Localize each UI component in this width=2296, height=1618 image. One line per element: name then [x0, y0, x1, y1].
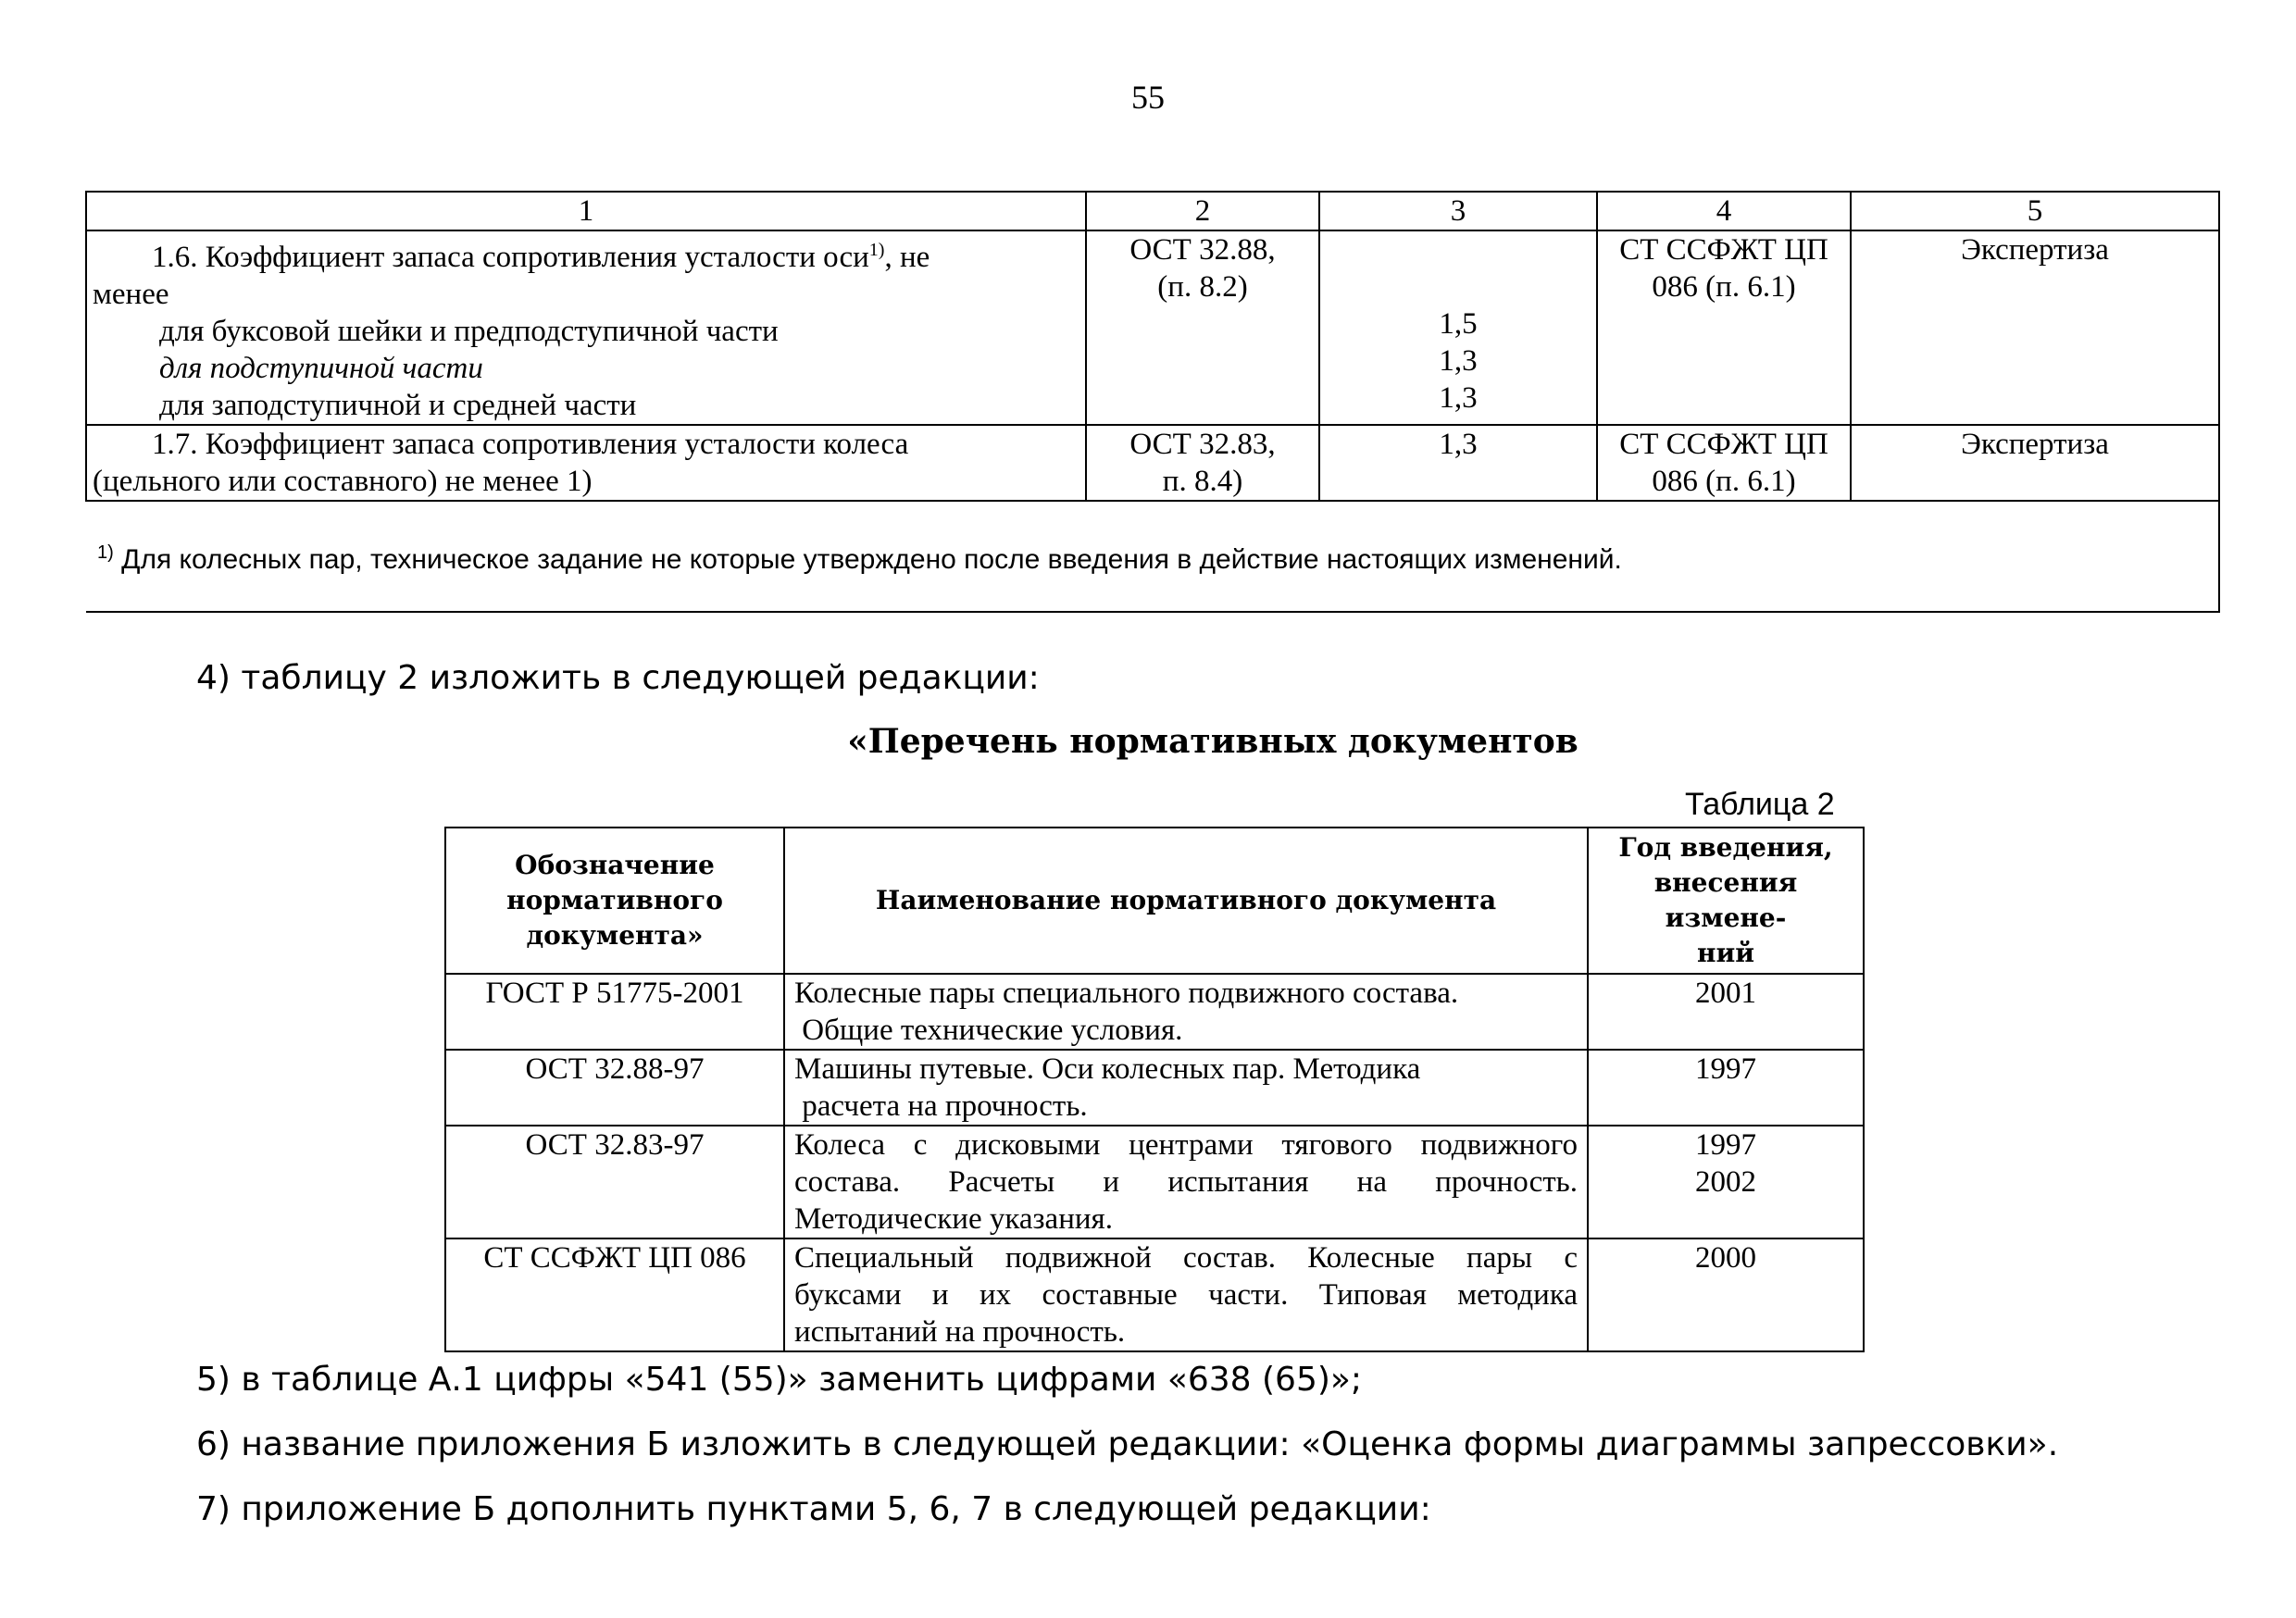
year-line: 1997	[1695, 1052, 1756, 1086]
year-line: 2000	[1695, 1241, 1756, 1275]
doc-name-line: Колесные пары специального подвижного состава.	[794, 977, 1459, 1010]
year-line: 2002	[1695, 1165, 1756, 1199]
doc-name-line: Методические указания.	[794, 1202, 1113, 1236]
table-row	[86, 230, 2219, 425]
footnote-ref: 1)	[868, 240, 885, 260]
row-16-form	[1851, 230, 2219, 425]
row-17-value	[1319, 425, 1597, 501]
row-16-values	[1319, 230, 1597, 425]
doc-name-line: испытаний на прочность.	[794, 1315, 1126, 1349]
doc-name-line: Машины путевые. Оси колесных пар. Методика	[794, 1052, 1421, 1086]
footnote-text: Для колесных пар, техническое задание не которые утверждено после введения в действие настоящих изменений.	[121, 544, 1622, 575]
row-16-title-line2: менее	[93, 278, 169, 311]
row-17-method	[1597, 425, 1851, 501]
row-17-title-line2: (цельного или составного) не менее 1)	[93, 465, 593, 498]
table2-title: «Перечень нормативных документов	[847, 722, 1578, 761]
doc-name-line: расчета на прочность.	[794, 1089, 1088, 1123]
doc-code: СТ ССФЖТ ЦП 086	[445, 1238, 784, 1351]
value-cell: 1,3	[1439, 381, 1478, 415]
table-header-row	[445, 828, 1864, 974]
sub-label: для буксовой шейки и предподступичной части	[159, 315, 779, 348]
row-16-title-line1: 1.6. Коэффициент запаса сопротивления усталости оси	[152, 241, 869, 274]
doc-line: ОСТ 32.83,	[1129, 428, 1276, 461]
doc-year	[1588, 1238, 1864, 1351]
sub-label: для подступичной части	[159, 352, 483, 385]
header-cell: 2	[1086, 192, 1319, 230]
doc-year	[1588, 1126, 1864, 1238]
table-row	[445, 1126, 1864, 1238]
table-row	[445, 1238, 1864, 1351]
row-17-doc	[1086, 425, 1319, 501]
page-number: 55	[1131, 79, 1165, 116]
requirements-table	[85, 191, 2220, 613]
header-year	[1588, 828, 1864, 974]
header-line: документа»	[526, 920, 704, 951]
value-cell: 1,3	[1439, 428, 1478, 461]
paragraph-4: 4) таблицу 2 изложить в следующей редакции:	[196, 659, 1040, 697]
doc-code: ГОСТ Р 51775-2001	[445, 974, 784, 1050]
header-line: Обозначение	[515, 850, 715, 880]
doc-name-line: буксами и их составные части. Типовая методика	[794, 1278, 1578, 1312]
header-line: внесения измене-	[1653, 867, 1798, 933]
footnote-mark: 1)	[97, 542, 114, 563]
doc-code: ОСТ 32.83-97	[445, 1126, 784, 1238]
doc-line: п. 8.4)	[1162, 465, 1243, 498]
footnote	[86, 501, 2219, 612]
table-row	[445, 974, 1864, 1050]
doc-line: (п. 8.2)	[1157, 270, 1248, 304]
row-16-doc	[1086, 230, 1319, 425]
doc-name-line: Колеса с дисковыми центрами тягового подвижного	[794, 1128, 1578, 1162]
header-code	[445, 828, 784, 974]
doc-year	[1588, 1050, 1864, 1126]
header-cell: 1	[86, 192, 1086, 230]
doc-name-line: Специальный подвижной состав. Колесные пары с	[794, 1241, 1578, 1275]
table-header-row	[86, 192, 2219, 230]
form-cell: Экспертиза	[1961, 233, 2109, 267]
header-line: Год введения,	[1618, 832, 1833, 863]
doc-name	[784, 974, 1588, 1050]
doc-code: ОСТ 32.88-97	[445, 1050, 784, 1126]
method-line: 086 (п. 6.1)	[1652, 465, 1796, 498]
header-cell: 3	[1319, 192, 1597, 230]
paragraph-6: 6) название приложения Б изложить в следующей редакции: «Оценка формы диаграммы запрессовки».	[196, 1425, 2059, 1463]
header-cell: 5	[1851, 192, 2219, 230]
doc-name	[784, 1126, 1588, 1238]
table-row	[445, 1050, 1864, 1126]
method-line: СТ ССФЖТ ЦП	[1619, 233, 1828, 267]
doc-name-line: состава. Расчеты и испытания на прочность.	[794, 1165, 1578, 1199]
header-name: Наименование нормативного документа	[784, 828, 1588, 974]
doc-year	[1588, 974, 1864, 1050]
doc-name	[784, 1238, 1588, 1351]
paragraph-5: 5) в таблице А.1 цифры «541 (55)» заменить цифрами «638 (65)»;	[196, 1361, 1363, 1399]
doc-line: ОСТ 32.88,	[1129, 233, 1276, 267]
year-line: 1997	[1695, 1128, 1756, 1162]
sub-label: для заподступичной и средней части	[159, 389, 637, 422]
doc-name-line: Общие технические условия.	[794, 1014, 1183, 1047]
header-line: ний	[1696, 938, 1755, 968]
row-17-title	[86, 425, 1086, 501]
method-line: 086 (п. 6.1)	[1652, 270, 1796, 304]
table2-label: Таблица 2	[1685, 787, 1835, 822]
value-cell: 1,3	[1439, 344, 1478, 378]
form-cell: Экспертиза	[1961, 428, 2109, 461]
method-line: СТ ССФЖТ ЦП	[1619, 428, 1828, 461]
footnote-row	[86, 501, 2219, 612]
normative-documents-table	[444, 827, 1865, 1352]
paragraph-7: 7) приложение Б дополнить пунктами 5, 6, 7 в следующей редакции:	[196, 1490, 1431, 1528]
doc-name	[784, 1050, 1588, 1126]
value-cell: 1,5	[1439, 307, 1478, 341]
row-16-title-tail: , не	[884, 241, 930, 274]
header-cell: 4	[1597, 192, 1851, 230]
row-16-title	[86, 230, 1086, 425]
header-line: нормативного	[506, 885, 723, 915]
row-17-form	[1851, 425, 2219, 501]
row-16-method	[1597, 230, 1851, 425]
year-line: 2001	[1695, 977, 1756, 1010]
table-row	[86, 425, 2219, 501]
row-17-title-line1: 1.7. Коэффициент запаса сопротивления усталости колеса	[152, 428, 909, 461]
